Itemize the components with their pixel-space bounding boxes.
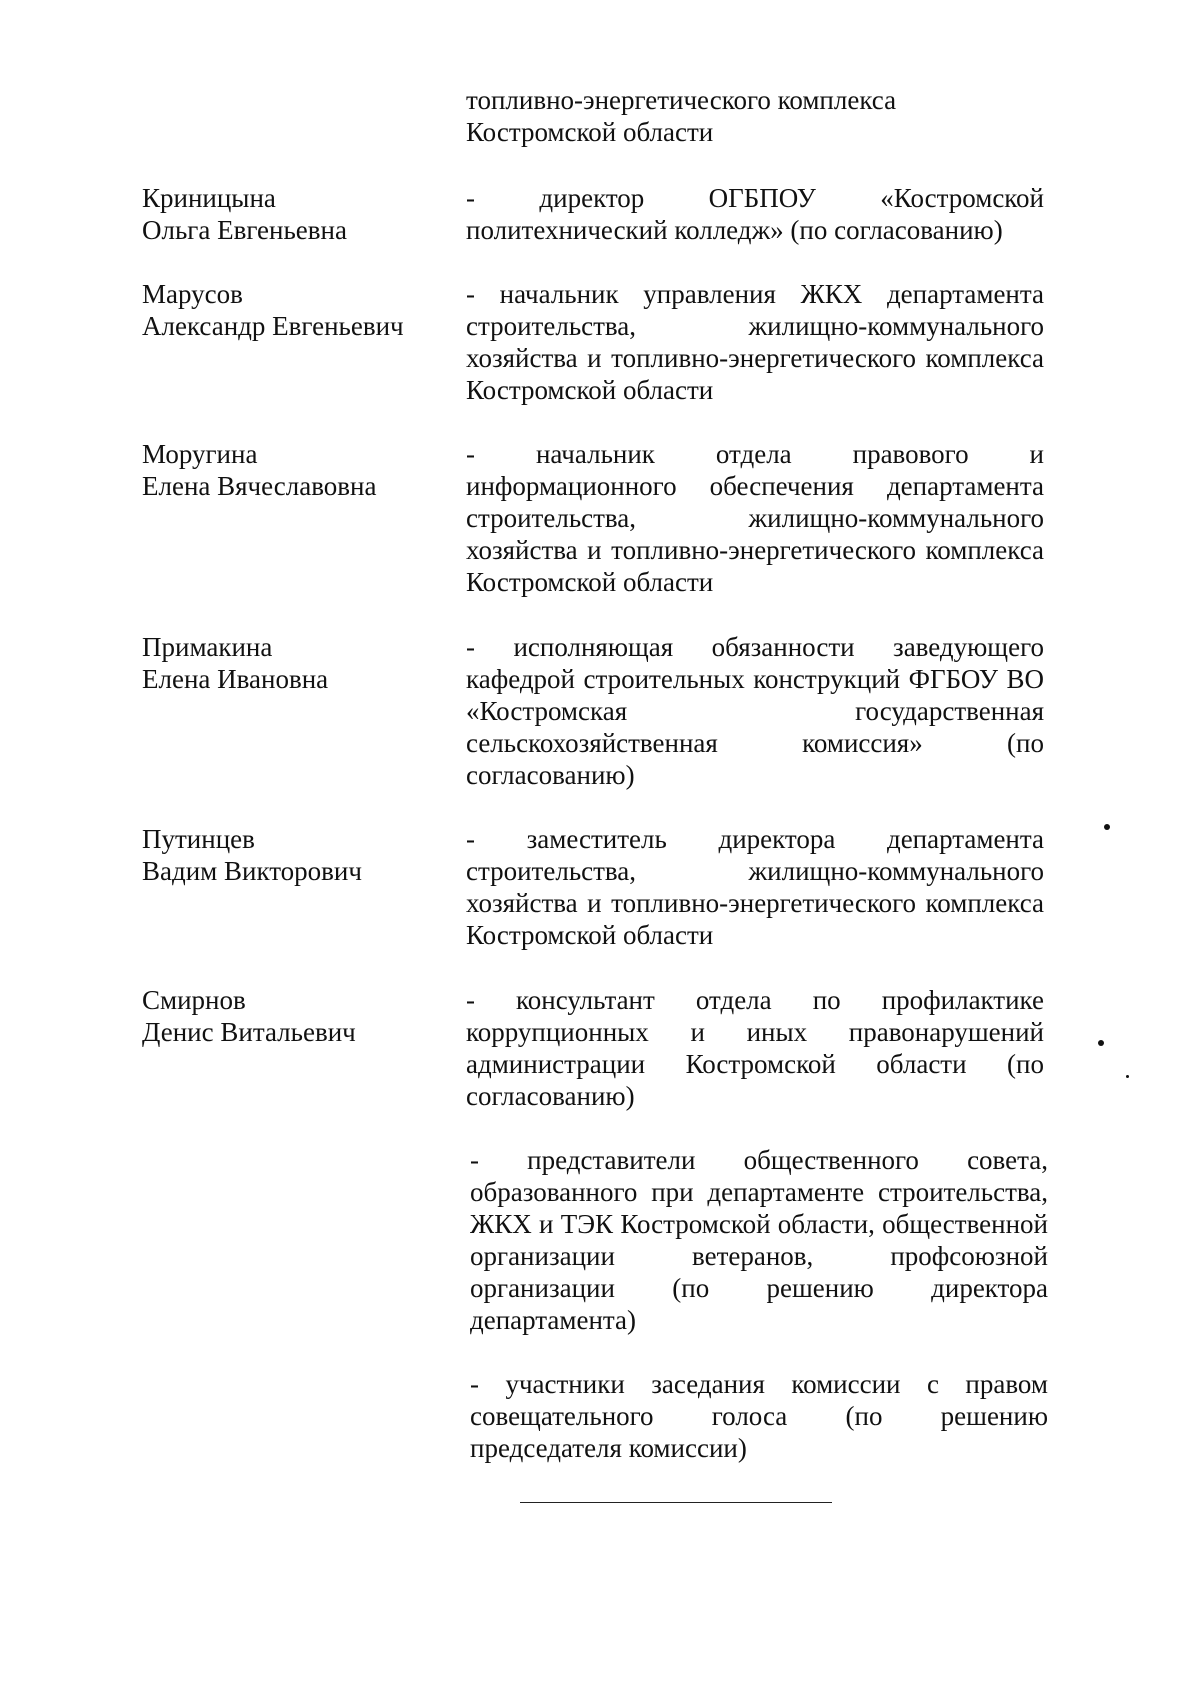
member-given-name: Елена Ивановна [142,664,329,694]
member-given-name: Вадим Викторович [142,856,362,886]
member-position: - начальник управления ЖКХ департамента строительства, жилищно-коммунального хозяйства и топливно-энергетического комплекса Костромской области [466,279,1044,405]
member-surname: Путинцев [142,824,255,854]
member-given-name: Денис Витальевич [142,1017,356,1047]
additional-participants: - участники заседания комиссии с правом совещательного голоса (по решению председателя комиссии) [470,1369,1048,1463]
member-position: - исполняющая обязанности заведующего кафедрой строительных конструкций ФГБОУ ВО «Костромская государственная сельскохозяйственная комиссия» (по согласованию) [466,632,1044,790]
end-separator-line [520,1502,832,1503]
member-name [142,438,442,502]
member-name [142,631,442,695]
member-position: - консультант отдела по профилактике коррупционных и иных правонарушений администрации Костромской области (по согласованию) [466,985,1044,1111]
scan-speck [1104,824,1110,830]
scan-speck [1098,1040,1104,1046]
member-given-name: Александр Евгеньевич [142,311,404,341]
member-position: - заместитель директора департамента строительства, жилищно-коммунального хозяйства и топливно-энергетического комплекса Костромской области [466,824,1044,950]
member-name [142,823,442,887]
member-position: - директор ОГБПОУ «Костромской политехнический колледж» (по согласованию) [466,183,1044,245]
member-name [142,182,442,246]
member-given-name: Елена Вячеславовна [142,471,377,501]
member-name [142,278,442,342]
member-surname: Смирнов [142,985,246,1015]
member-position: - начальник отдела правового и информационного обеспечения департамента строительства, жилищно-коммунального хозяйства и топливно-энергетического комплекса Костромской области [466,439,1044,597]
member-surname: Моругина [142,439,258,469]
member-given-name: Ольга Евгеньевна [142,215,347,245]
additional-participants: - представители общественного совета, образованного при департаменте строительства, ЖКХ и ТЭК Костромской области, общественной организации ветеранов, профсоюзной организации (по решению директора департамента) [470,1145,1048,1335]
member-surname: Криницына [142,183,276,213]
member-surname: Примакина [142,632,273,662]
scan-speck [1126,1075,1129,1078]
continuation-text: топливно-энергетического комплекса Костромской области [466,85,897,147]
member-surname: Марусов [142,279,243,309]
member-name [142,984,442,1048]
